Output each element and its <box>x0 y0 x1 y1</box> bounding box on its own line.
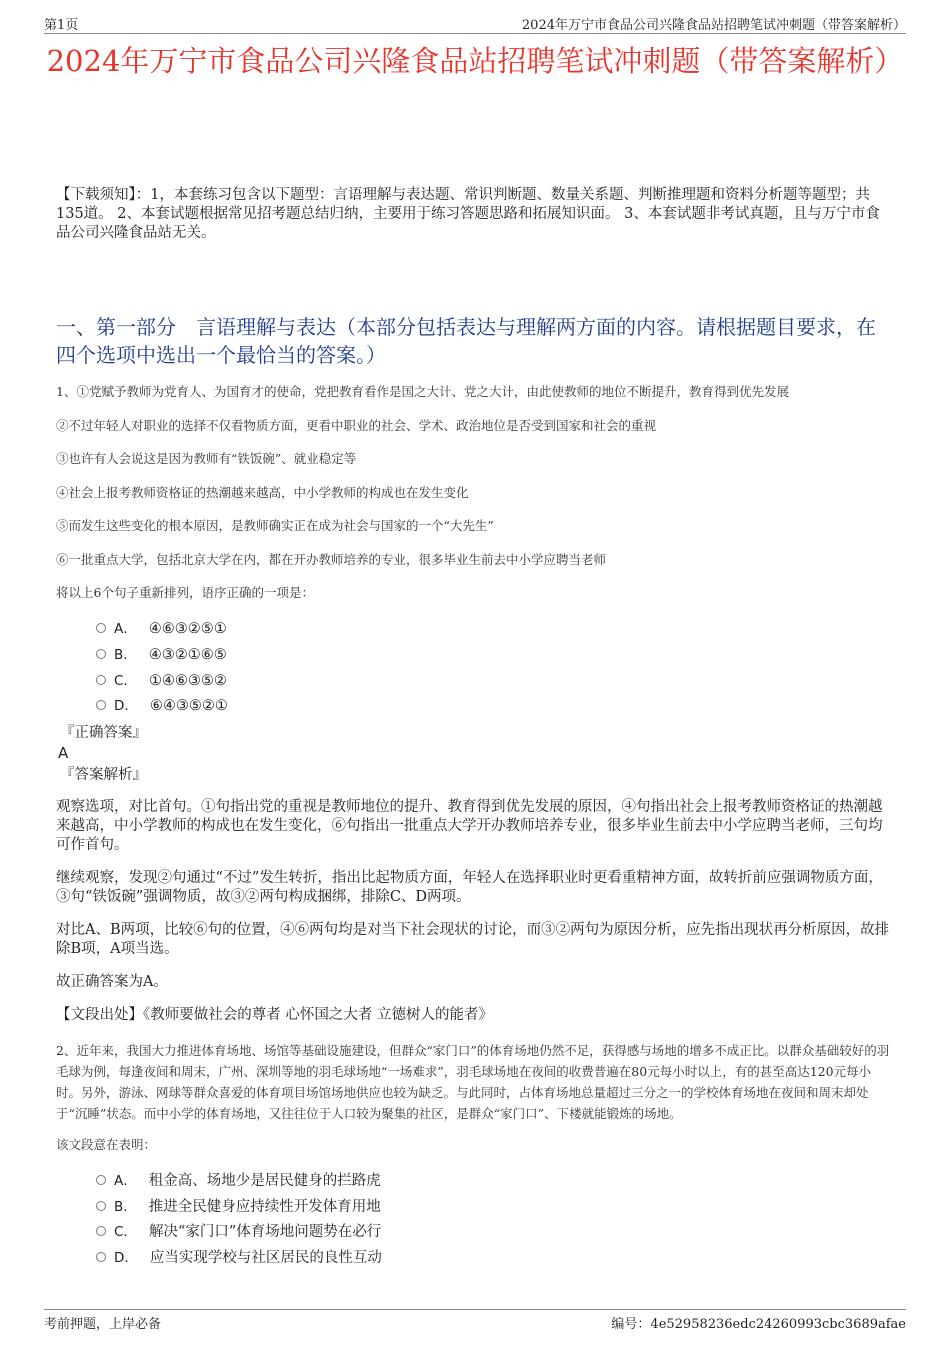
page-number: 第1页 <box>44 18 79 33</box>
analysis-paragraph-3: 对比A、B两项，比较⑥句的位置，④⑥两句均是对当下社会现状的讨论，而③②两句为原因分析，应先指出现状再分析原因，故排除B项，A项当选。 <box>56 922 890 957</box>
footer-divider <box>44 1309 906 1310</box>
answer-value: A <box>58 744 69 762</box>
radio-icon[interactable] <box>96 1252 106 1262</box>
header-doc-title: 2024年万宁市食品公司兴隆食品站招聘笔试冲刺题（带答案解析） <box>521 18 906 33</box>
q1-sentence-2: ②不过年轻人对职业的选择不仅看物质方面，更看中职业的社会、学术、政治地位是否受到国家和社会的重视 <box>56 418 657 433</box>
download-notice: 【下载须知】：1，本套练习包含以下题型：言语理解与表达题、常识判断题、数量关系题、判断推理题和资料分析题等题型；共135道。 2、本套试题根据常见招考题总结归纳，主要用于练习答题思路和拓展知识面。 3、本套试题非考试真题，且与万宁市食品公司兴隆食品站无关。 <box>56 187 880 241</box>
q1-sentence-1: 1、①党赋予教师为党育人、为国育才的使命，党把教育看作是国之大计、党之大计，由此使教师的地位不断提升，教育得到优先发展 <box>56 384 789 399</box>
q1-option-a[interactable] <box>96 619 227 639</box>
q2-option-a[interactable] <box>96 1171 381 1191</box>
answer-label: 『正确答案』 <box>60 725 147 741</box>
q2-option-d[interactable] <box>96 1248 382 1268</box>
source-citation: 【文段出处】《教师要做社会的尊者 心怀国之大者 立德树人的能者》 <box>56 1007 493 1023</box>
header-divider <box>44 33 906 34</box>
radio-icon[interactable] <box>96 1175 106 1185</box>
q2-stem: 2、近年来，我国大力推进体育场地、场馆等基础设施建设，但群众“家门口”的体育场地仍然不足，获得感与场地的增多不成正比。以群众基础较好的羽毛球为例，每逢夜间和周末，广州、深圳等地的羽毛球场地“一场难求”，羽毛球场地在夜间的收费普遍在80元每小时以上，有的甚至高达120元每小时。另外，游泳、网球等群众喜爱的体育项目场馆场地供应也较为缺乏。与此同时，占体育场地总量超过三分之一的学校体育场地在夜间和周末却处于“沉睡”状态。而中小学的体育场地，又往往位于人口较为聚集的社区，是群众“家门口”、下楼就能锻炼的场地。 <box>56 1043 890 1121</box>
option-letter: C． <box>114 1224 137 1240</box>
radio-icon[interactable] <box>96 675 106 685</box>
q1-option-d[interactable] <box>96 696 228 716</box>
analysis-paragraph-2: 继续观察，发现②句通过“不过”发生转折，指出比起物质方面，年轻人在选择职业时更看重精神方面，故转折前应强调物质方面，③句“铁饭碗”强调物质，故③②两句构成捆绑，排除C、D两项。 <box>56 870 883 905</box>
radio-icon[interactable] <box>96 623 106 633</box>
option-letter: B． <box>114 647 137 663</box>
option-text: 推进全民健身应持续性开发体育用地 <box>148 1199 381 1215</box>
option-text: ①④⑥③⑤② <box>148 673 227 689</box>
analysis-paragraph-1: 观察选项，对比首句。①句指出党的重视是教师地位的提升、教育得到优先发展的原因，④句指出社会上报考教师资格证的热潮越来越高，中小学教师的构成也在发生变化，⑥句指出一批重点大学开办教师培养专业，很多毕业生前去中小学应聘当老师，三句均可作首句。 <box>56 799 883 853</box>
option-text: 解决“家门口”体育场地问题势在必行 <box>148 1224 382 1240</box>
q1-sentence-3: ③也许有人会说这是因为教师有“铁饭碗”、就业稳定等 <box>56 451 357 466</box>
q1-option-b[interactable] <box>96 645 227 665</box>
footer-slogan: 考前押题，上岸必备 <box>44 1317 162 1332</box>
option-letter: D． <box>114 698 138 714</box>
radio-icon[interactable] <box>96 1226 106 1236</box>
footer-doc-id: 编号：4e52958236edc24260993cbc3689afae <box>611 1317 906 1332</box>
q1-option-c[interactable] <box>96 671 227 691</box>
option-text: 租金高、场地少是居民健身的拦路虎 <box>148 1173 381 1189</box>
q2-option-b[interactable] <box>96 1197 381 1217</box>
radio-icon[interactable] <box>96 1201 106 1211</box>
analysis-label: 『答案解析』 <box>60 767 147 783</box>
q2-option-c[interactable] <box>96 1222 381 1242</box>
page-title: 2024年万宁市食品公司兴隆食品站招聘笔试冲刺题（带答案解析） <box>46 44 904 78</box>
option-text: ④③②①⑥⑤ <box>148 647 227 663</box>
option-letter: C． <box>114 673 137 689</box>
q1-prompt: 将以上6个句子重新排列，语序正确的一项是： <box>56 585 314 600</box>
option-text: ④⑥③②⑤① <box>148 621 227 637</box>
option-letter: D． <box>114 1250 138 1266</box>
option-letter: A． <box>114 1173 137 1189</box>
radio-icon[interactable] <box>96 700 106 710</box>
analysis-conclusion: 故正确答案为A。 <box>56 974 168 990</box>
q1-sentence-6: ⑥一批重点大学，包括北京大学在内，都在开办教师培养的专业，很多毕业生前去中小学应聘当老师 <box>56 552 607 567</box>
option-text: ⑥④③⑤②① <box>149 698 228 714</box>
option-letter: A． <box>114 621 137 637</box>
q1-sentence-5: ⑤而发生这些变化的根本原因，是教师确实正在成为社会与国家的一个“大先生” <box>56 518 494 533</box>
option-text: 应当实现学校与社区居民的良性互动 <box>149 1250 382 1266</box>
radio-icon[interactable] <box>96 649 106 659</box>
section-heading: 一、第一部分 言语理解与表达（本部分包括表达与理解两方面的内容。请根据题目要求，在四个选项中选出一个最恰当的答案。） <box>56 315 876 367</box>
q1-sentence-4: ④社会上报考教师资格证的热潮越来越高，中小学教师的构成也在发生变化 <box>56 485 469 500</box>
q2-prompt: 该文段意在表明： <box>56 1137 157 1152</box>
option-letter: B． <box>114 1199 137 1215</box>
